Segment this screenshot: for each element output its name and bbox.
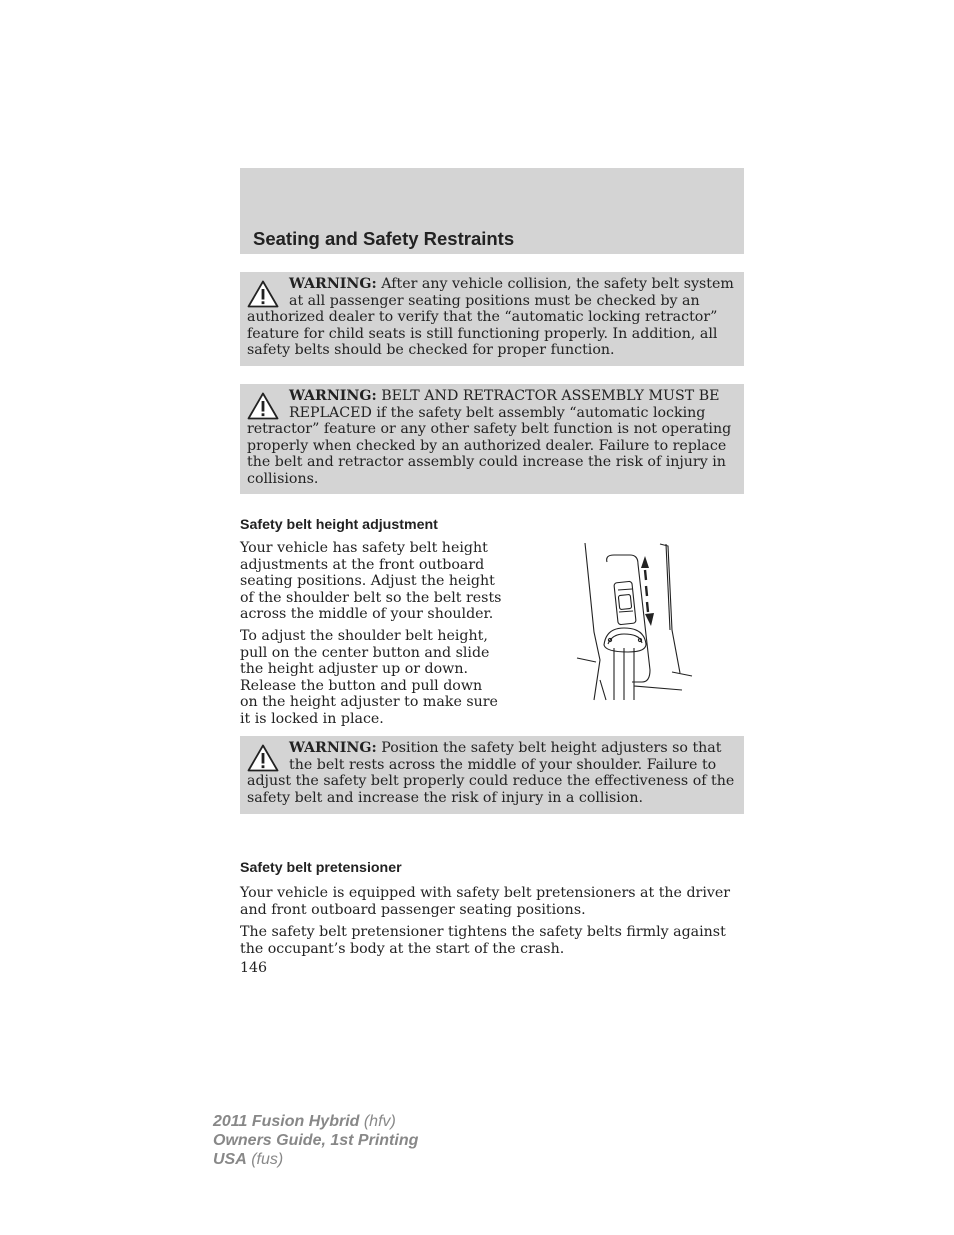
warning-label: WARNING: (289, 388, 377, 404)
footer-line-model (213, 1112, 418, 1131)
footer-line-market (213, 1150, 418, 1169)
document-footer (213, 1112, 418, 1169)
paragraph-height-instructions: To adjust the shoulder belt height, pull on the center button and slide the height adjuster up or down. Release the button and pull down on the height adjuster to make sure it is locked in place. (240, 628, 498, 727)
warning-triangle-icon (247, 392, 279, 420)
warning-text: After any vehicle collision, the safety belt system at all passenger seating positions must be checked by an authorized dealer to verify that the “automatic locking retractor” feature for child seats is still functioning properly. In addition, all safety belts should be checked for proper function. (247, 276, 734, 358)
section-header-band (240, 168, 744, 254)
footer-model-code: (hfv) (359, 1113, 396, 1130)
heading-height-adjustment: Safety belt height adjustment (240, 517, 438, 533)
warning-triangle-icon (247, 744, 279, 772)
paragraph-pretensioner-intro: Your vehicle is equipped with safety belt pretensioners at the driver and front outboard passenger seating positions. (240, 885, 731, 918)
footer-market: USA (213, 1151, 247, 1168)
warning-triangle-icon (247, 280, 279, 308)
belt-height-adjuster-illustration (572, 540, 700, 705)
heading-pretensioner: Safety belt pretensioner (240, 860, 402, 876)
footer-model: 2011 Fusion Hybrid (213, 1113, 360, 1130)
warning-box-height-position (240, 736, 744, 814)
warning-text: Position the safety belt height adjusters so that the belt rests across the middle of your shoulder. Failure to adjust the safety belt properly could reduce the effectiveness of the safety belt and increase the risk of injury in a collision. (247, 740, 735, 806)
footer-edition: Owners Guide, 1st Printing (213, 1132, 419, 1149)
footer-market-code: (fus) (246, 1151, 284, 1168)
warning-label: WARNING: (289, 740, 377, 756)
warning-text: BELT AND RETRACTOR ASSEMBLY MUST BE REPLACED if the safety belt assembly “automatic locking retractor” feature or any other safety belt function is not operating properly when checked by an authorized dealer. Failure to replace the belt and retractor assembly could increase the risk of injury in collisions. (247, 388, 732, 487)
warning-label: WARNING: (289, 276, 377, 292)
paragraph-height-intro: Your vehicle has safety belt height adjustments at the front outboard seating positions. Adjust the height of the shoulder belt so the belt rests across the middle of your shoulder. (240, 540, 502, 622)
page-number: 146 (240, 960, 268, 976)
footer-line-edition (213, 1131, 418, 1150)
section-title: Seating and Safety Restraints (253, 228, 515, 249)
warning-box-replace-assembly (240, 384, 744, 494)
paragraph-pretensioner-function: The safety belt pretensioner tightens the safety belts firmly against the occupant’s body at the start of the crash. (240, 924, 726, 957)
warning-box-collision (240, 272, 744, 366)
